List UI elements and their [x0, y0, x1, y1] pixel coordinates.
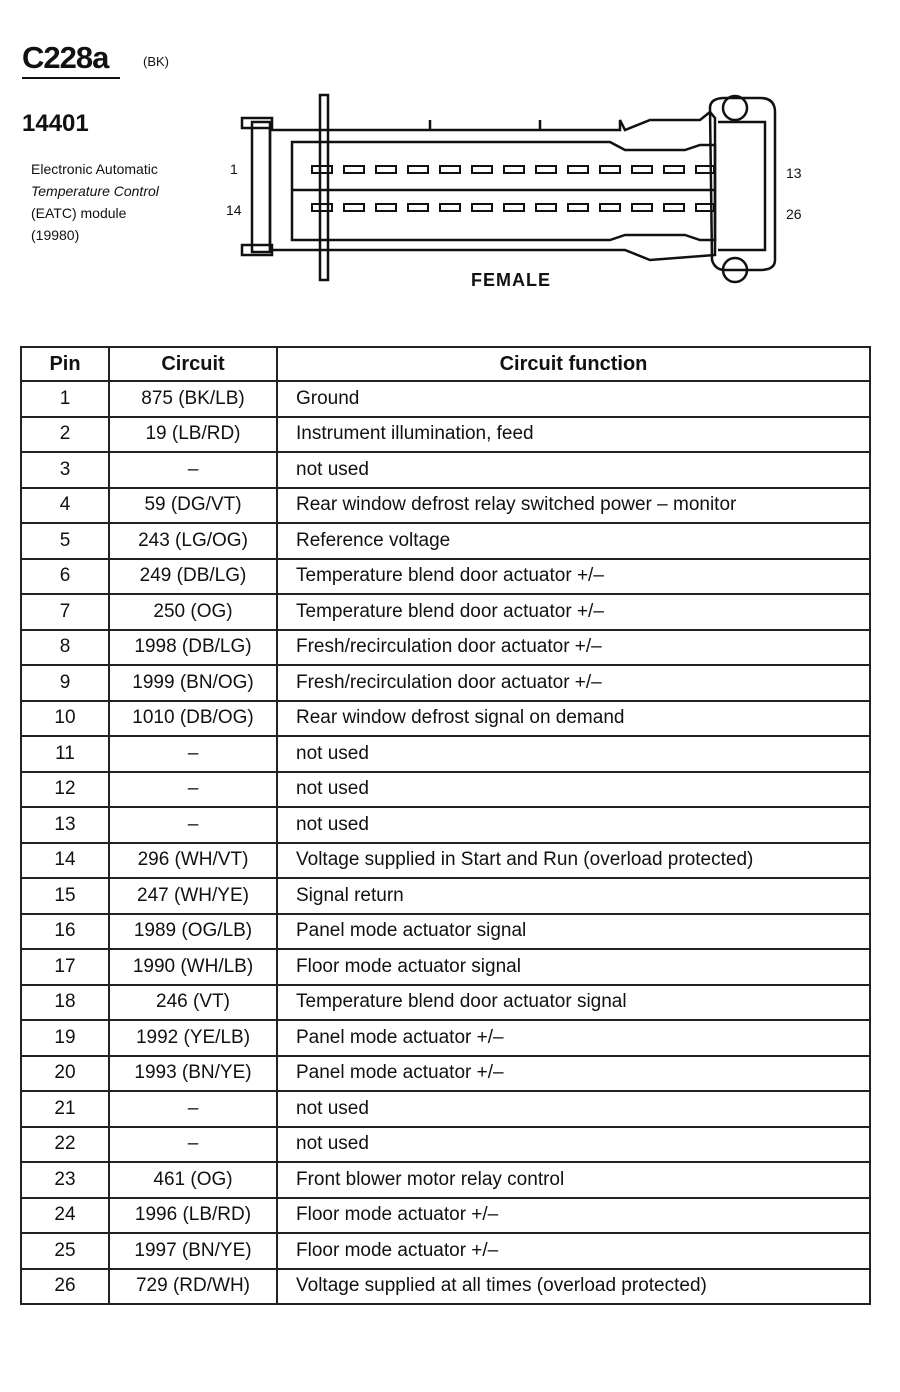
gender-label: FEMALE	[471, 270, 551, 290]
circuit-cell: 1992 (YE/LB)	[109, 1020, 277, 1056]
circuit-cell: 1999 (BN/OG)	[109, 665, 277, 701]
pin-cell: 12	[21, 772, 109, 808]
function-cell: Voltage supplied at all times (overload protected)	[277, 1269, 870, 1305]
description-line: Electronic Automatic	[31, 161, 158, 177]
connector-color: (BK)	[143, 54, 169, 69]
connector-id: C228a	[22, 40, 109, 75]
pin-cell: 1	[21, 381, 109, 417]
description-line: (EATC) module	[31, 205, 127, 221]
function-column-header: Circuit function	[277, 347, 870, 381]
function-cell: not used	[277, 807, 870, 843]
circuit-cell: 461 (OG)	[109, 1162, 277, 1198]
function-cell: Floor mode actuator signal	[277, 949, 870, 985]
function-cell: Panel mode actuator +/–	[277, 1020, 870, 1056]
circuit-cell: 246 (VT)	[109, 985, 277, 1021]
pin-cell: 5	[21, 523, 109, 559]
circuit-cell: –	[109, 736, 277, 772]
function-cell: not used	[277, 772, 870, 808]
connector-face-diagram	[230, 90, 790, 295]
function-cell: Floor mode actuator +/–	[277, 1233, 870, 1269]
pin-cell: 21	[21, 1091, 109, 1127]
circuit-cell: 1998 (DB/LG)	[109, 630, 277, 666]
table-row	[21, 701, 870, 737]
table-row	[21, 1127, 870, 1163]
pin-label-top-left: 1	[230, 161, 238, 177]
circuit-cell: 59 (DG/VT)	[109, 488, 277, 524]
function-cell: Rear window defrost signal on demand	[277, 701, 870, 737]
function-cell: Temperature blend door actuator +/–	[277, 559, 870, 595]
table-row	[21, 949, 870, 985]
table-row	[21, 914, 870, 950]
table-row	[21, 665, 870, 701]
function-cell: Voltage supplied in Start and Run (overload protected)	[277, 843, 870, 879]
function-cell: Panel mode actuator signal	[277, 914, 870, 950]
circuit-cell: 1993 (BN/YE)	[109, 1056, 277, 1092]
circuit-column-header: Circuit	[109, 347, 277, 381]
table-row	[21, 772, 870, 808]
pin-label-bottom-left: 14	[226, 202, 242, 218]
circuit-cell: 249 (DB/LG)	[109, 559, 277, 595]
function-cell: not used	[277, 1091, 870, 1127]
table-row	[21, 1233, 870, 1269]
circuit-cell: –	[109, 1091, 277, 1127]
table-row	[21, 1056, 870, 1092]
function-cell: not used	[277, 1127, 870, 1163]
description-line: (19980)	[31, 227, 80, 243]
circuit-cell: 875 (BK/LB)	[109, 381, 277, 417]
function-cell: not used	[277, 452, 870, 488]
function-cell: Temperature blend door actuator signal	[277, 985, 870, 1021]
table-row	[21, 843, 870, 879]
circuit-cell: 250 (OG)	[109, 594, 277, 630]
pin-cell: 15	[21, 878, 109, 914]
pin-cell: 20	[21, 1056, 109, 1092]
pin-cell: 26	[21, 1269, 109, 1305]
pin-cell: 11	[21, 736, 109, 772]
table-row	[21, 1020, 870, 1056]
circuit-cell: 729 (RD/WH)	[109, 1269, 277, 1305]
pin-cell: 22	[21, 1127, 109, 1163]
function-cell: Front blower motor relay control	[277, 1162, 870, 1198]
circuit-cell: –	[109, 452, 277, 488]
function-cell: Floor mode actuator +/–	[277, 1198, 870, 1234]
circuit-cell: 19 (LB/RD)	[109, 417, 277, 453]
connector-id-underline	[22, 77, 120, 79]
pin-cell: 19	[21, 1020, 109, 1056]
table-row	[21, 594, 870, 630]
pin-label-bottom-right: 26	[786, 206, 802, 222]
circuit-cell: 243 (LG/OG)	[109, 523, 277, 559]
table-row	[21, 452, 870, 488]
description-line: Temperature Control	[31, 183, 159, 199]
function-cell: not used	[277, 736, 870, 772]
table-row	[21, 381, 870, 417]
circuit-cell: 1989 (OG/LB)	[109, 914, 277, 950]
table-row	[21, 488, 870, 524]
pin-cell: 8	[21, 630, 109, 666]
pin-cell: 18	[21, 985, 109, 1021]
table-row	[21, 630, 870, 666]
pin-column-header: Pin	[21, 347, 109, 381]
table-row	[21, 1162, 870, 1198]
pin-cell: 25	[21, 1233, 109, 1269]
pin-cell: 23	[21, 1162, 109, 1198]
circuit-cell: 247 (WH/YE)	[109, 878, 277, 914]
pin-cell: 6	[21, 559, 109, 595]
circuit-cell: 1996 (LB/RD)	[109, 1198, 277, 1234]
table-row	[21, 417, 870, 453]
pin-cell: 3	[21, 452, 109, 488]
table-header-row	[21, 347, 870, 381]
table-row	[21, 559, 870, 595]
function-cell: Rear window defrost relay switched power – monitor	[277, 488, 870, 524]
function-cell: Fresh/recirculation door actuator +/–	[277, 630, 870, 666]
function-cell: Temperature blend door actuator +/–	[277, 594, 870, 630]
function-cell: Panel mode actuator +/–	[277, 1056, 870, 1092]
circuit-cell: –	[109, 807, 277, 843]
table-row	[21, 1198, 870, 1234]
circuit-cell: –	[109, 1127, 277, 1163]
pin-cell: 10	[21, 701, 109, 737]
circuit-cell: 1990 (WH/LB)	[109, 949, 277, 985]
function-cell: Ground	[277, 381, 870, 417]
function-cell: Signal return	[277, 878, 870, 914]
function-cell: Reference voltage	[277, 523, 870, 559]
pin-cell: 16	[21, 914, 109, 950]
pin-cell: 17	[21, 949, 109, 985]
pinout-table	[20, 346, 871, 1305]
table-row	[21, 878, 870, 914]
pin-cell: 2	[21, 417, 109, 453]
circuit-cell: 1997 (BN/YE)	[109, 1233, 277, 1269]
function-cell: Instrument illumination, feed	[277, 417, 870, 453]
function-cell: Fresh/recirculation door actuator +/–	[277, 665, 870, 701]
pin-cell: 7	[21, 594, 109, 630]
circuit-cell: –	[109, 772, 277, 808]
table-row	[21, 523, 870, 559]
circuit-cell: 1010 (DB/OG)	[109, 701, 277, 737]
table-row	[21, 807, 870, 843]
table-row	[21, 1091, 870, 1127]
circuit-cell: 296 (WH/VT)	[109, 843, 277, 879]
pin-cell: 14	[21, 843, 109, 879]
module-description	[31, 158, 159, 246]
pin-cell: 4	[21, 488, 109, 524]
part-number: 14401	[22, 110, 89, 137]
table-row	[21, 985, 870, 1021]
pin-cell: 9	[21, 665, 109, 701]
pin-cell: 13	[21, 807, 109, 843]
table-row	[21, 736, 870, 772]
pin-cell: 24	[21, 1198, 109, 1234]
table-row	[21, 1269, 870, 1305]
pin-label-top-right: 13	[786, 165, 802, 181]
